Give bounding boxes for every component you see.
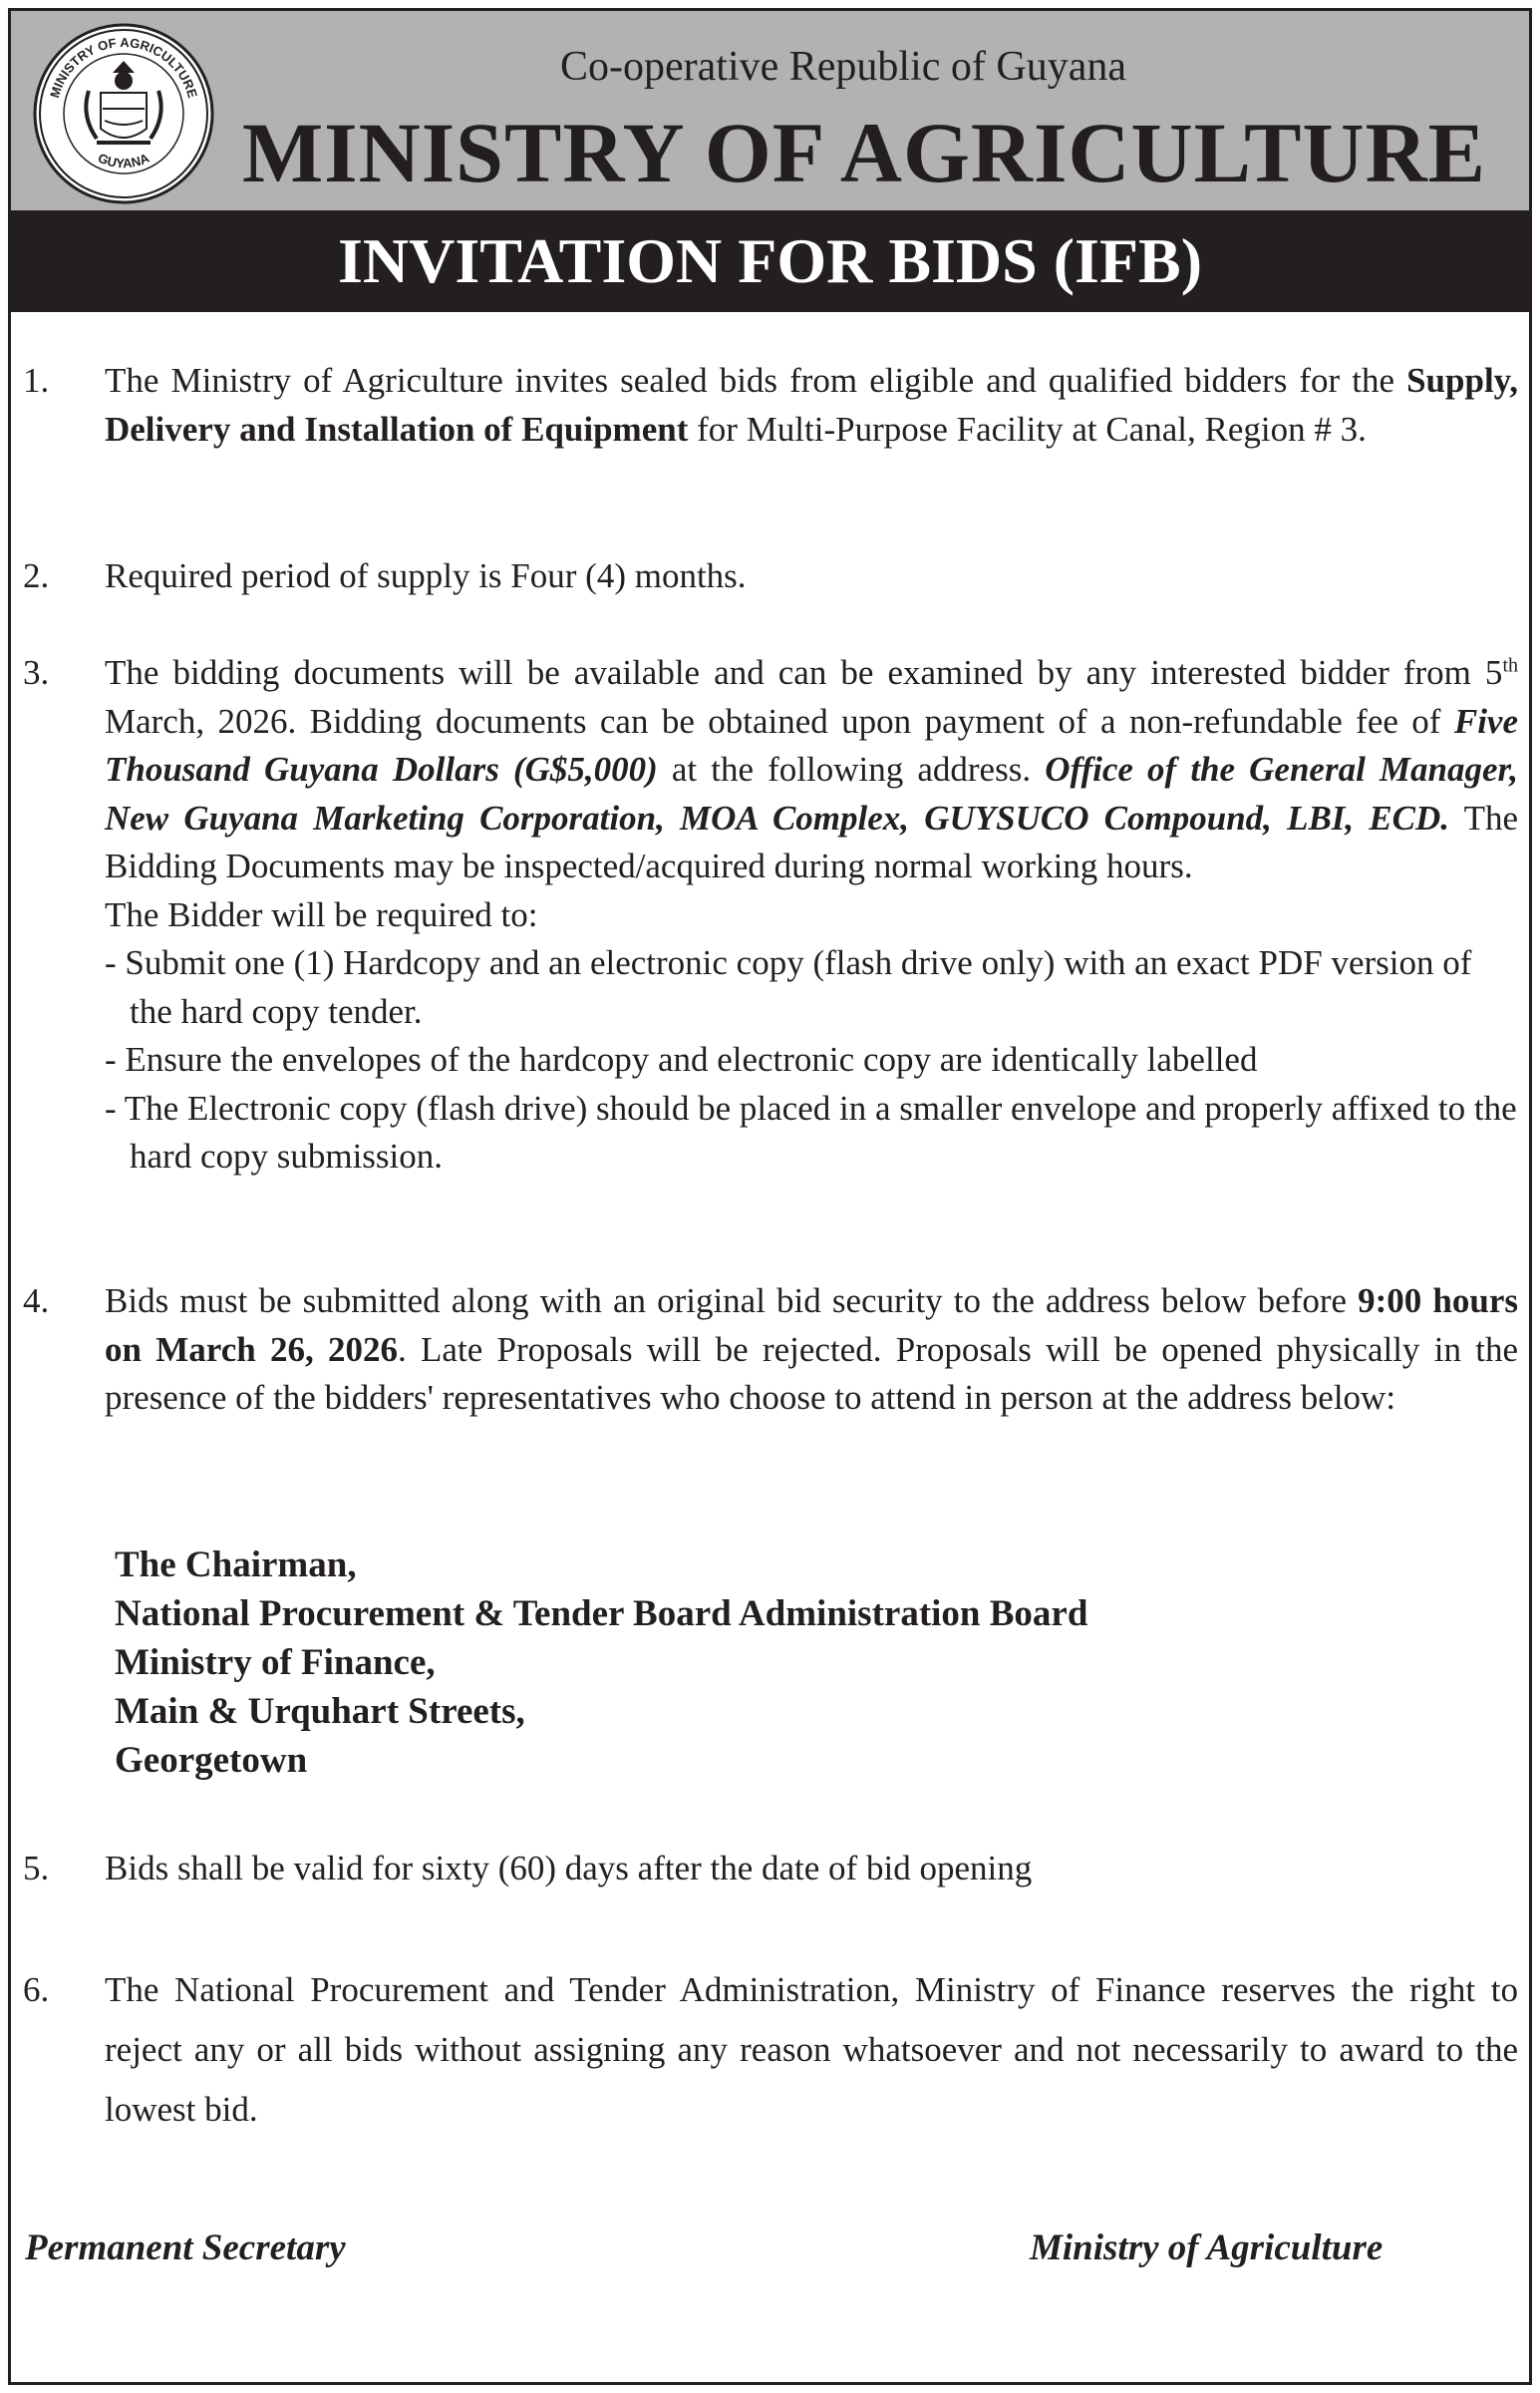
signatory-ministry: Ministry of Agriculture (1030, 2227, 1384, 2268)
requirements-intro: The Bidder will be required to: (105, 894, 538, 934)
submission-address (23, 1540, 1518, 1785)
clause-number: 3. (23, 653, 50, 692)
clause-2 (23, 552, 1518, 601)
clause-6 (23, 1960, 1518, 2140)
requirement-bullet: - Submit one (1) Hardcopy and an electronic copy (flash drive only) with an exact PDF version of the hard copy tender. (105, 943, 1472, 1031)
clause-3-text-f: The Bidding Documents may be inspected/acquired during normal working hours. (105, 798, 1518, 885)
address-line: Georgetown (115, 1740, 308, 1781)
requirement-bullet: - Ensure the envelopes of the hardcopy and electronic copy are identically labelled (105, 1040, 1258, 1079)
header (11, 11, 1529, 210)
clause-1 (23, 357, 1518, 454)
clause-1-text-a: The Ministry of Agriculture invites sealed bids from eligible and qualified bidders for the (105, 361, 1407, 400)
clause-3-office-address: Office of the General Manager, New Guyana Marketing Corporation, MOA Complex, GUYSUCO Compound, LBI, ECD. (105, 750, 1518, 838)
clause-number: 5. (23, 1849, 50, 1887)
clause-3 (23, 649, 1518, 1182)
notice-title: INVITATION FOR BIDS (IFB) (337, 225, 1203, 296)
clause-number: 6. (23, 1970, 50, 2009)
clause-3-text-a: The bidding documents will be available and can be examined by any interested bidder from 5 (105, 653, 1503, 692)
seal-text-bottom: GUYANA (96, 150, 152, 171)
clause-text: Required period of supply is Four (4) months. (105, 556, 747, 595)
ministry-seal-icon (31, 21, 216, 206)
clause-5 (23, 1845, 1518, 1893)
clause-text (105, 649, 1518, 891)
superscript: th (1502, 654, 1518, 677)
clause-1-text-c: for Multi-Purpose Facility at Canal, Region # 3. (688, 409, 1367, 449)
notice-frame (8, 8, 1532, 2385)
clause-text (105, 1277, 1518, 1423)
address-line: Main & Urquhart Streets, (115, 1691, 525, 1732)
clause-4-deadline: 9:00 hours on March 26, 2026 (105, 1281, 1518, 1369)
seal-text-top: MINISTRY OF AGRICULTURE (47, 34, 200, 100)
clause-4 (23, 1277, 1518, 1423)
clause-4-text-a: Bids must be submitted along with an original bid security to the address below before (105, 1281, 1359, 1320)
signatory-title: Permanent Secretary (25, 2227, 346, 2268)
clause-3-text-b: March, 2026. Bidding documents can be obtained upon payment of a non-refundable fee of (105, 701, 1454, 741)
address-line: The Chairman, (115, 1544, 357, 1585)
notice-body (11, 312, 1529, 2382)
clause-text: Bids shall be valid for sixty (60) days after the date of bid opening (105, 1849, 1033, 1887)
requirement-bullet: - The Electronic copy (flash drive) should be placed in a smaller envelope and properly affixed to the hard copy submission. (105, 1088, 1517, 1176)
title-bar (11, 210, 1529, 312)
bidder-requirements (105, 891, 1518, 1182)
address-line: Ministry of Finance, (115, 1642, 436, 1683)
clause-number: 2. (23, 556, 50, 595)
clause-3-fee: Five Thousand Guyana Dollars (G$5,000) (105, 701, 1518, 789)
clause-1-text-b: Supply, Delivery and Installation of Equipment (105, 361, 1518, 449)
ministry-name: MINISTRY OF AGRICULTURE (241, 105, 1487, 200)
clause-3-text-d: at the following address. (657, 750, 1046, 789)
clause-4-text-c: . Late Proposals will be rejected. Proposals will be opened physically in the presence of the bidders' representatives who choose to attend in person at the address below: (105, 1329, 1518, 1417)
address-line: National Procurement & Tender Board Administration Board (115, 1593, 1088, 1634)
clause-text (105, 357, 1518, 454)
clause-text: The National Procurement and Tender Administration, Ministry of Finance reserves the right to reject any or all bids without assigning any reason whatsoever and not necessarily to award to the lowest bid. (105, 1970, 1518, 2129)
clause-number: 4. (23, 1281, 50, 1320)
republic-name: Co-operative Republic of Guyana (560, 44, 1126, 90)
clause-number: 1. (23, 361, 50, 400)
